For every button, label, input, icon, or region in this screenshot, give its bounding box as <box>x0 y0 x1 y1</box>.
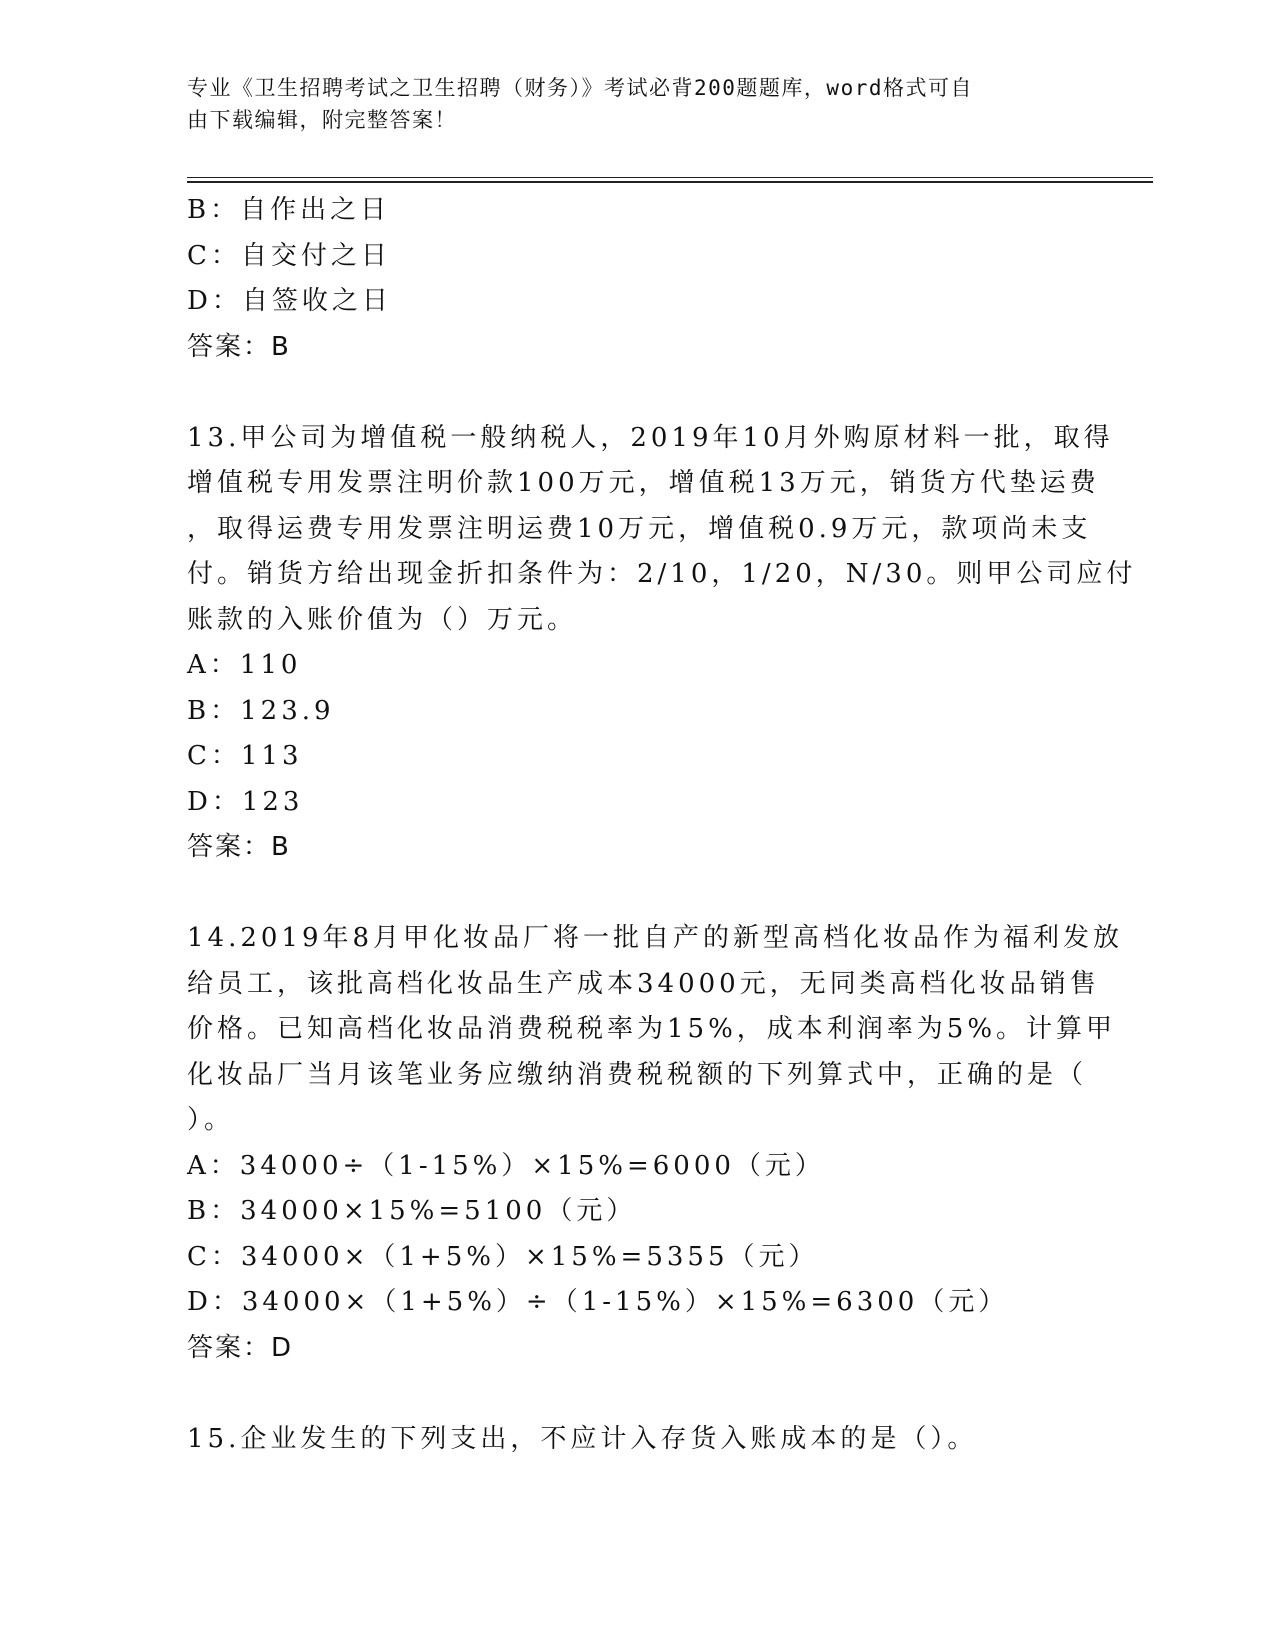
question-text-line: 给员工，该批高档化妆品生产成本34000元，无同类高档化妆品销售 <box>187 968 1100 999</box>
option-a: A：110 <box>187 650 302 680</box>
question-13-block <box>187 416 1137 871</box>
question-text-line: 13.甲公司为增值税一般纳税人，2019年10月外购原材料一批，取得 <box>187 422 1114 453</box>
question-text-line: ，取得运费专用发票注明运费10万元，增值税0.9万元，款项尚未支 <box>187 513 1092 544</box>
document-header <box>187 72 1067 136</box>
question-text-line: 14.2019年8月甲化妆品厂将一批自产的新型高档化妆品作为福利发放 <box>187 923 1124 953</box>
spacer <box>187 871 1087 917</box>
prev-question-block <box>187 188 1087 370</box>
question-text-line: ）。 <box>187 1105 235 1135</box>
option-d: D：123 <box>187 786 304 817</box>
question-text-line: 15.企业发生的下列支出，不应计入存货入账成本的是（）。 <box>187 1423 978 1454</box>
answer-line: 答案：B <box>187 832 291 862</box>
question-text-line: 化妆品厂当月该笔业务应缴纳消费税税额的下列算式中，正确的是（ <box>187 1059 1088 1090</box>
spacer <box>187 370 1087 416</box>
option-b: B：34000×15%=5100（元） <box>187 1196 637 1226</box>
option-c: C：自交付之日 <box>187 240 391 271</box>
option-d: D：自签收之日 <box>187 286 392 316</box>
option-b: B：123.9 <box>187 695 335 726</box>
question-content <box>187 188 1137 1462</box>
option-a: A：34000÷（1-15%）×15%=6000（元） <box>187 1150 825 1181</box>
question-text-line: 价格。已知高档化妆品消费税税率为15%，成本利润率为5%。计算甲 <box>187 1014 1117 1044</box>
question-text-line: 付。销货方给出现金折扣条件为：2/10，1/20，N/30。则甲公司应付 <box>187 559 1137 589</box>
answer-line: 答案：D <box>187 1332 294 1363</box>
option-c: C：34000×（1+5%）×15%=5355（元） <box>187 1241 819 1272</box>
header-line-2: 由下载编辑，附完整答案！ <box>187 108 457 132</box>
question-14-block <box>187 916 1124 1371</box>
spacer <box>187 1371 1087 1417</box>
answer-line: 答案：B <box>187 331 291 362</box>
header-line-1: 专业《卫生招聘考试之卫生招聘（财务）》考试必背200题题库，word格式可自 <box>187 76 973 100</box>
option-c: C：113 <box>187 741 303 771</box>
option-b: B：自作出之日 <box>187 195 391 225</box>
header-divider-thin <box>187 177 1153 178</box>
option-d: D：34000×（1+5%）÷（1-15%）×15%=6300（元） <box>187 1287 1009 1317</box>
header-divider-thick <box>187 181 1153 183</box>
question-text-line: 账款的入账价值为（）万元。 <box>187 604 578 635</box>
question-15-block <box>187 1417 1087 1463</box>
question-text-line: 增值税专用发票注明价款100万元，增值税13万元，销货方代垫运费 <box>187 468 1100 498</box>
